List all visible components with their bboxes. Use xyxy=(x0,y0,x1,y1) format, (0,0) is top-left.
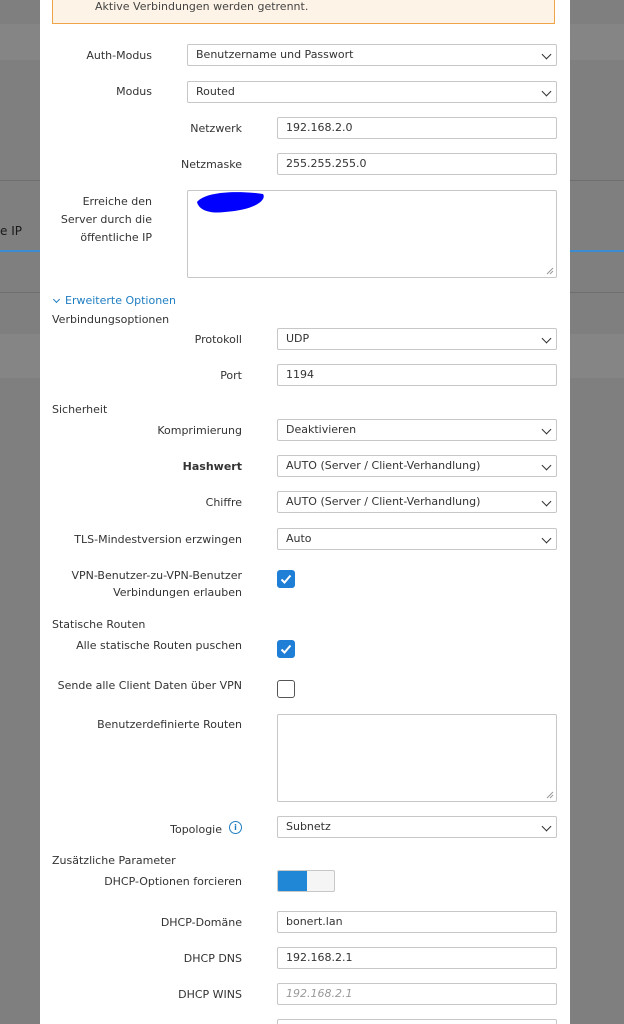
advanced-options-toggle[interactable] xyxy=(52,294,176,307)
additional-parameters-heading: Zusätzliche Parameter xyxy=(52,854,176,867)
protocol-value: UDP xyxy=(286,332,310,345)
vpn-user-connections-label-line: VPN-Benutzer-zu-VPN-Benutzer xyxy=(71,569,242,582)
resize-grip-icon[interactable] xyxy=(546,267,554,275)
chevron-down-icon xyxy=(542,497,552,507)
topology-value: Subnetz xyxy=(286,820,331,833)
hash-select[interactable] xyxy=(277,455,557,477)
cipher-select[interactable] xyxy=(277,491,557,513)
public-ip-label-line: Server durch die xyxy=(60,213,152,226)
chevron-down-icon xyxy=(542,534,552,544)
public-ip-label-line: Erreiche den xyxy=(82,195,152,208)
cipher-label: Chiffre xyxy=(205,496,242,509)
push-routes-label: Alle statische Routen puschen xyxy=(76,639,242,652)
dhcp-wins-input[interactable]: 192.168.2.1 xyxy=(277,983,557,1005)
tls-min-value: Auto xyxy=(286,532,312,545)
compression-label: Komprimierung xyxy=(157,424,242,437)
hash-value: AUTO (Server / Client-Verhandlung) xyxy=(286,459,481,472)
dhcp-domain-input[interactable]: bonert.lan xyxy=(277,911,557,933)
compression-select[interactable] xyxy=(277,419,557,441)
dhcp-domain-label: DHCP-Domäne xyxy=(160,916,242,929)
chevron-down-icon xyxy=(542,50,552,60)
connection-options-heading: Verbindungsoptionen xyxy=(52,313,170,326)
chevron-down-icon xyxy=(542,461,552,471)
dhcp-wins-label: DHCP WINS xyxy=(178,988,242,1001)
vpn-server-settings-dialog xyxy=(40,0,570,1024)
network-input[interactable]: 192.168.2.0 xyxy=(277,117,557,139)
warning-alert xyxy=(52,0,555,24)
topology-select[interactable] xyxy=(277,816,557,838)
topology-label: Topologie xyxy=(170,823,222,836)
compression-value: Deaktivieren xyxy=(286,423,357,436)
advanced-options-label: Erweiterte Optionen xyxy=(65,294,176,307)
port-input[interactable]: 1194 xyxy=(277,364,557,386)
custom-routes-label: Benutzerdefinierte Routen xyxy=(97,718,242,731)
info-icon[interactable]: i xyxy=(229,821,242,834)
protocol-label: Protokoll xyxy=(194,333,242,346)
dhcp-force-toggle[interactable] xyxy=(277,870,335,892)
cipher-value: AUTO (Server / Client-Verhandlung) xyxy=(286,495,481,508)
background-column-text: e IP xyxy=(0,224,22,238)
chevron-down-icon xyxy=(542,87,552,97)
chevron-down-icon xyxy=(542,822,552,832)
auth-mode-value: Benutzername und Passwort xyxy=(196,48,354,61)
security-heading: Sicherheit xyxy=(52,403,108,416)
tls-min-select[interactable] xyxy=(277,528,557,550)
push-routes-checkbox[interactable] xyxy=(277,640,295,658)
vpn-user-connections-checkbox[interactable] xyxy=(277,570,295,588)
dhcp-dns-input[interactable]: 192.168.2.1 xyxy=(277,947,557,969)
tls-min-label: TLS-Mindestversion erzwingen xyxy=(74,533,242,546)
checkmark-icon xyxy=(280,643,292,655)
public-ip-label xyxy=(40,193,152,247)
custom-routes-textarea[interactable] xyxy=(277,714,557,802)
vpn-user-connections-label xyxy=(40,567,242,601)
dhcp-force-label: DHCP-Optionen forcieren xyxy=(104,875,242,888)
protocol-select[interactable] xyxy=(277,328,557,350)
dhcp-dns-label: DHCP DNS xyxy=(183,952,242,965)
network-label: Netzwerk xyxy=(190,122,242,135)
netmask-label: Netzmaske xyxy=(180,158,242,171)
next-field-input[interactable] xyxy=(277,1019,557,1024)
hash-label: Hashwert xyxy=(182,460,242,473)
send-all-label: Sende alle Client Daten über VPN xyxy=(57,679,242,692)
netmask-input[interactable]: 255.255.255.0 xyxy=(277,153,557,175)
warning-text: Aktive Verbindungen werden getrennt. xyxy=(95,0,309,13)
chevron-down-icon xyxy=(53,296,60,303)
checkmark-icon xyxy=(280,573,292,585)
redaction-scribble xyxy=(195,190,267,216)
resize-grip-icon[interactable] xyxy=(546,791,554,799)
auth-mode-label: Auth-Modus xyxy=(86,49,152,62)
vpn-user-connections-label-line: Verbindungen erlauben xyxy=(113,586,242,599)
public-ip-label-line: öffentliche IP xyxy=(80,231,152,244)
mode-select[interactable] xyxy=(187,81,557,103)
mode-value: Routed xyxy=(196,85,235,98)
toggle-on-indicator xyxy=(278,871,307,891)
chevron-down-icon xyxy=(542,425,552,435)
static-routes-heading: Statische Routen xyxy=(52,618,146,631)
chevron-down-icon xyxy=(542,334,552,344)
mode-label: Modus xyxy=(116,85,152,98)
send-all-checkbox[interactable] xyxy=(277,680,295,698)
port-label: Port xyxy=(220,369,242,382)
auth-mode-select[interactable] xyxy=(187,44,557,66)
